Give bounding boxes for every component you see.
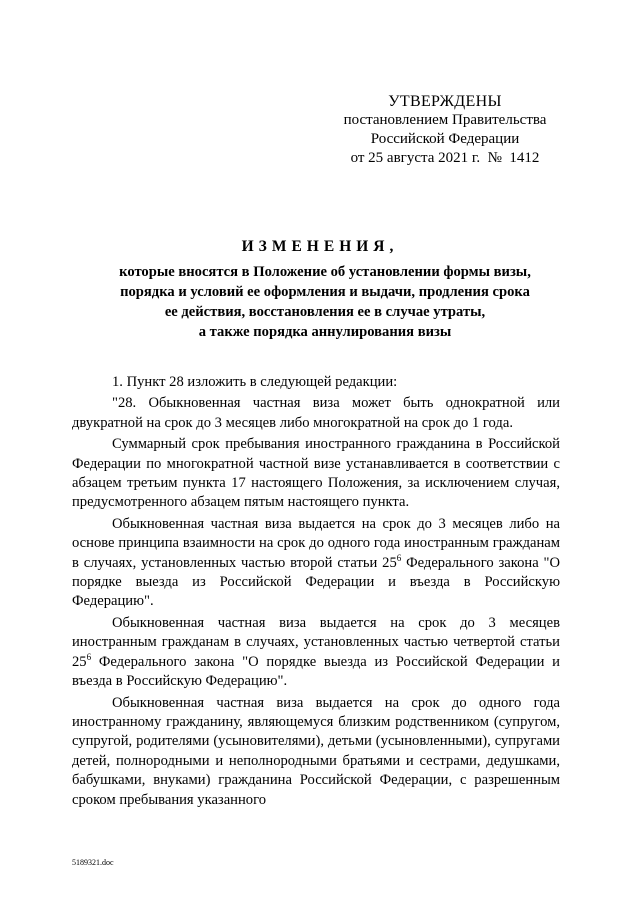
document-title: ИЗМЕНЕНИЯ,: [241, 238, 399, 255]
subtitle-line-3: ее действия, восстановления ее в случае утраты,: [164, 304, 486, 320]
document-body: [72, 373, 560, 810]
paragraph-4: [72, 515, 560, 612]
paragraph-4-text-b: Федерального закона "О порядке выезда из Российской Федерации и въезда в Российскую Федерацию".: [72, 554, 561, 610]
footer-filename: 5189321.doc: [72, 858, 114, 867]
subtitle-line-1: которые вносятся в Положение об установлении формы визы,: [119, 264, 531, 280]
paragraph-4-superscript: 6: [396, 552, 402, 563]
paragraph-5: [72, 614, 560, 692]
subtitle-line-4: а также порядка аннулирования визы: [198, 324, 452, 340]
approval-block: [340, 92, 550, 168]
approval-line-2: Российской Федерации: [370, 131, 520, 147]
paragraph-5-text-a: Обыкновенная частная виза выдается на срок до 3 месяцев иностранным гражданам в случаях, установленных частью четвертой статьи 25: [72, 614, 560, 670]
paragraph-4-text-a: Обыкновенная частная виза выдается на срок до 3 месяцев либо на основе принципа взаимности на срок до одного года иностранным гражданам в случаях, установленных частью второй статьи 25: [72, 515, 560, 571]
approval-heading: УТВЕРЖДЕНЫ: [388, 93, 502, 110]
paragraph-2: "28. Обыкновенная частная виза может быть однократной или двукратной на срок до 3 месяцев либо многократной на срок до 1 года.: [72, 395, 560, 431]
subtitle-line-2: порядка и условий ее оформления и выдачи, продления срока: [120, 284, 530, 300]
approval-date-number: от 25 августа 2021 г. № 1412: [350, 150, 540, 166]
paragraph-3: Суммарный срок пребывания иностранного гражданина в Российской Федерации по многократной частной визе устанавливается в соответствии с абзацем третьим пункта 17 настоящего Положения, за исключением случая, предусмотренного абзацем пятым настоящего пункта.: [72, 436, 560, 511]
paragraph-1: 1. Пункт 28 изложить в следующей редакции:: [112, 374, 398, 390]
approval-line-1: постановлением Правительства: [343, 112, 547, 128]
document-subtitle: [60, 262, 590, 342]
paragraph-5-text-b: Федерального закона "О порядке выезда из Российской Федерации и въезда в Российскую Федерацию".: [72, 653, 560, 690]
paragraph-6: Обыкновенная частная виза выдается на срок до одного года иностранному гражданину, являющемуся близким родственником (супругом, супругой, родителями (усыновителями), детьми (усыновленными), супругами детей, полнородными и неполнородными братьями и сестрами, дедушками, бабушками, внуками) гражданина Российской Федерации, с разрешенным сроком пребывания указанного: [72, 694, 560, 808]
paragraph-5-superscript: 6: [86, 651, 92, 662]
